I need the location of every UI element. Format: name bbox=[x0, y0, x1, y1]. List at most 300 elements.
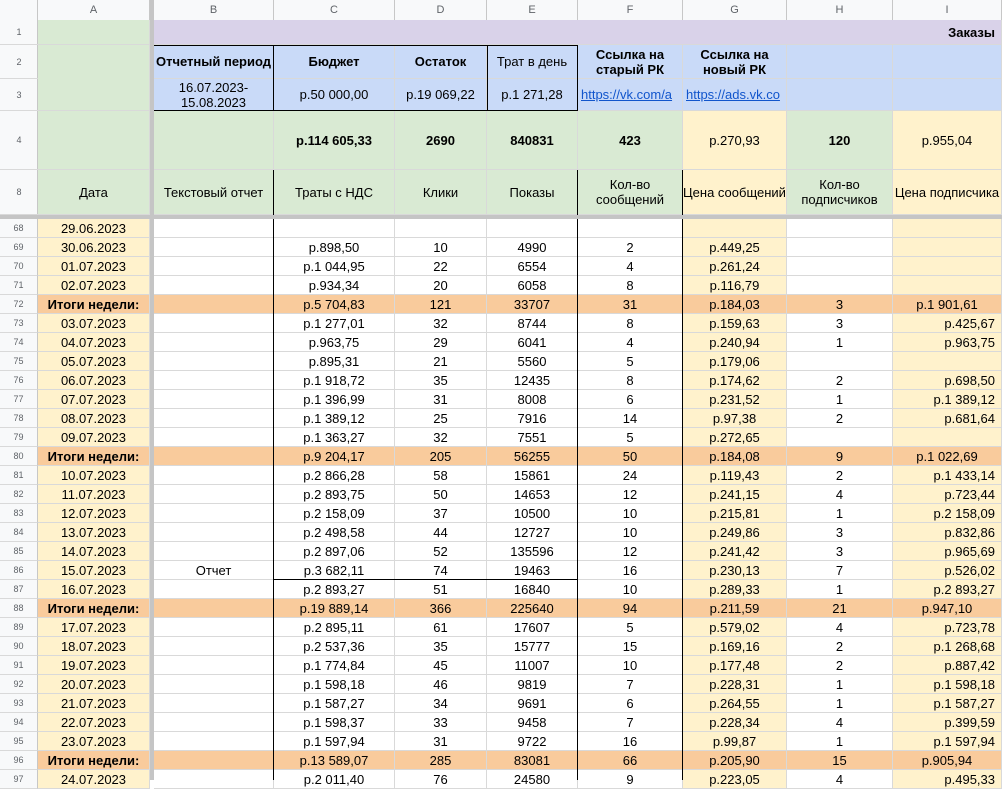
messages-cell[interactable]: 12 bbox=[578, 542, 683, 561]
clicks-cell[interactable]: 35 bbox=[395, 371, 487, 390]
msg-price-cell[interactable]: р.119,43 bbox=[683, 466, 787, 485]
date-cell[interactable]: 04.07.2023 bbox=[38, 333, 150, 352]
budget-value[interactable]: р.50 000,00 bbox=[274, 79, 395, 111]
column-header-a[interactable]: A bbox=[38, 0, 150, 20]
clicks-cell[interactable]: 46 bbox=[395, 675, 487, 694]
date-cell[interactable]: 18.07.2023 bbox=[38, 637, 150, 656]
per-day-label[interactable]: Трат в день bbox=[487, 45, 578, 79]
shows-cell[interactable]: 15861 bbox=[487, 466, 578, 485]
spend-cell[interactable]: р.1 044,95 bbox=[274, 257, 395, 276]
subs-cell[interactable]: 2 bbox=[787, 466, 893, 485]
messages-cell[interactable]: 16 bbox=[578, 732, 683, 751]
spend-cell[interactable]: р.2 893,75 bbox=[274, 485, 395, 504]
shows-cell[interactable]: 6041 bbox=[487, 333, 578, 352]
week-total-sub-price-cell[interactable]: р.905,94 bbox=[893, 751, 1002, 770]
report-cell[interactable] bbox=[154, 219, 274, 238]
messages-cell[interactable]: 4 bbox=[578, 257, 683, 276]
date-cell[interactable]: 10.07.2023 bbox=[38, 466, 150, 485]
clicks-cell[interactable]: 52 bbox=[395, 542, 487, 561]
header-shows[interactable]: Показы bbox=[487, 170, 578, 215]
report-cell[interactable] bbox=[154, 428, 274, 447]
subs-cell[interactable]: 1 bbox=[787, 675, 893, 694]
report-cell[interactable] bbox=[154, 732, 274, 751]
sub-price-cell[interactable]: р.1 389,12 bbox=[893, 390, 1002, 409]
column-header-c[interactable]: C bbox=[274, 0, 395, 20]
sub-price-cell[interactable]: р.723,44 bbox=[893, 485, 1002, 504]
messages-cell[interactable]: 24 bbox=[578, 466, 683, 485]
sub-price-cell[interactable]: р.526,02 bbox=[893, 561, 1002, 580]
column-header-e[interactable]: E bbox=[487, 0, 578, 20]
old-link-label[interactable]: Ссылка на старый РК bbox=[578, 45, 683, 79]
sub-price-cell[interactable]: р.965,69 bbox=[893, 542, 1002, 561]
row-header[interactable]: 70 bbox=[0, 257, 38, 276]
sub-price-cell[interactable] bbox=[893, 276, 1002, 295]
subs-cell[interactable]: 1 bbox=[787, 504, 893, 523]
row-header[interactable]: 71 bbox=[0, 276, 38, 295]
cell-b4[interactable] bbox=[154, 111, 274, 170]
report-cell[interactable] bbox=[154, 409, 274, 428]
msg-price-cell[interactable]: р.579,02 bbox=[683, 618, 787, 637]
week-total-spend-cell[interactable]: р.13 589,07 bbox=[274, 751, 395, 770]
date-cell[interactable]: 29.06.2023 bbox=[38, 219, 150, 238]
column-header-f[interactable]: F bbox=[578, 0, 683, 20]
clicks-cell[interactable]: 51 bbox=[395, 580, 487, 599]
week-total-clicks-cell[interactable]: 285 bbox=[395, 751, 487, 770]
sub-price-cell[interactable]: р.832,86 bbox=[893, 523, 1002, 542]
clicks-cell[interactable]: 50 bbox=[395, 485, 487, 504]
date-cell[interactable]: 07.07.2023 bbox=[38, 390, 150, 409]
msg-price-cell[interactable]: р.240,94 bbox=[683, 333, 787, 352]
date-cell[interactable]: 06.07.2023 bbox=[38, 371, 150, 390]
clicks-cell[interactable]: 76 bbox=[395, 770, 487, 789]
row-header[interactable]: 94 bbox=[0, 713, 38, 732]
week-total-sub-price-cell[interactable]: р.1 901,61 bbox=[893, 295, 1002, 314]
messages-cell[interactable]: 5 bbox=[578, 618, 683, 637]
week-total-messages-cell[interactable]: 50 bbox=[578, 447, 683, 466]
cell-i3[interactable] bbox=[893, 79, 1002, 111]
cell-h2[interactable] bbox=[787, 45, 893, 79]
total-subs[interactable]: 120 bbox=[787, 111, 893, 170]
column-header-i[interactable]: I bbox=[893, 0, 1002, 20]
msg-price-cell[interactable]: р.241,42 bbox=[683, 542, 787, 561]
messages-cell[interactable]: 4 bbox=[578, 333, 683, 352]
sub-price-cell[interactable] bbox=[893, 219, 1002, 238]
row-header[interactable]: 74 bbox=[0, 333, 38, 352]
report-cell[interactable] bbox=[154, 333, 274, 352]
old-campaign-link[interactable]: https://vk.com/a bbox=[578, 79, 683, 111]
report-cell[interactable] bbox=[154, 713, 274, 732]
messages-cell[interactable]: 8 bbox=[578, 371, 683, 390]
shows-cell[interactable]: 16840 bbox=[487, 580, 578, 599]
row-header[interactable]: 90 bbox=[0, 637, 38, 656]
clicks-cell[interactable]: 21 bbox=[395, 352, 487, 371]
report-cell[interactable] bbox=[154, 390, 274, 409]
sheet-title[interactable]: Заказы bbox=[154, 20, 1002, 45]
subs-cell[interactable]: 1 bbox=[787, 580, 893, 599]
row-header[interactable]: 68 bbox=[0, 219, 38, 238]
spend-cell[interactable]: р.1 389,12 bbox=[274, 409, 395, 428]
date-cell[interactable]: 14.07.2023 bbox=[38, 542, 150, 561]
spend-cell[interactable]: р.2 895,11 bbox=[274, 618, 395, 637]
messages-cell[interactable]: 10 bbox=[578, 523, 683, 542]
date-cell[interactable]: 19.07.2023 bbox=[38, 656, 150, 675]
messages-cell[interactable]: 8 bbox=[578, 314, 683, 333]
cell-a2[interactable] bbox=[38, 45, 150, 111]
shows-cell[interactable]: 12727 bbox=[487, 523, 578, 542]
row-header[interactable]: 88 bbox=[0, 599, 38, 618]
clicks-cell[interactable]: 37 bbox=[395, 504, 487, 523]
msg-price-cell[interactable]: р.261,24 bbox=[683, 257, 787, 276]
shows-cell[interactable]: 24580 bbox=[487, 770, 578, 789]
msg-price-cell[interactable]: р.215,81 bbox=[683, 504, 787, 523]
period-label[interactable]: Отчетный период bbox=[154, 45, 274, 79]
week-total-date-cell[interactable]: Итоги недели: bbox=[38, 447, 150, 466]
column-header-h[interactable]: H bbox=[787, 0, 893, 20]
row-header[interactable]: 85 bbox=[0, 542, 38, 561]
clicks-cell[interactable]: 74 bbox=[395, 561, 487, 580]
date-cell[interactable]: 15.07.2023 bbox=[38, 561, 150, 580]
shows-cell[interactable]: 9722 bbox=[487, 732, 578, 751]
shows-cell[interactable]: 10500 bbox=[487, 504, 578, 523]
row-header[interactable]: 80 bbox=[0, 447, 38, 466]
week-total-msg-price-cell[interactable]: р.211,59 bbox=[683, 599, 787, 618]
report-cell[interactable] bbox=[154, 694, 274, 713]
shows-cell[interactable]: 5560 bbox=[487, 352, 578, 371]
report-cell[interactable] bbox=[154, 656, 274, 675]
spend-cell[interactable]: р.1 918,72 bbox=[274, 371, 395, 390]
row-header[interactable]: 87 bbox=[0, 580, 38, 599]
total-msg-price[interactable]: р.270,93 bbox=[683, 111, 787, 170]
row-header[interactable]: 2 bbox=[0, 45, 38, 79]
spend-cell[interactable]: р.934,34 bbox=[274, 276, 395, 295]
messages-cell[interactable]: 15 bbox=[578, 637, 683, 656]
row-header[interactable]: 76 bbox=[0, 371, 38, 390]
week-total-spend-cell[interactable]: р.19 889,14 bbox=[274, 599, 395, 618]
msg-price-cell[interactable]: р.223,05 bbox=[683, 770, 787, 789]
week-total-subs-cell[interactable]: 15 bbox=[787, 751, 893, 770]
clicks-cell[interactable]: 61 bbox=[395, 618, 487, 637]
messages-cell[interactable]: 5 bbox=[578, 352, 683, 371]
week-total-report-cell[interactable] bbox=[154, 751, 274, 770]
week-total-messages-cell[interactable]: 31 bbox=[578, 295, 683, 314]
spend-cell[interactable]: р.2 897,06 bbox=[274, 542, 395, 561]
row-header[interactable]: 3 bbox=[0, 79, 38, 111]
subs-cell[interactable]: 7 bbox=[787, 561, 893, 580]
row-header[interactable]: 86 bbox=[0, 561, 38, 580]
header-text-report[interactable]: Текстовый отчет bbox=[154, 170, 274, 215]
messages-cell[interactable]: 16 bbox=[578, 561, 683, 580]
sub-price-cell[interactable] bbox=[893, 238, 1002, 257]
msg-price-cell[interactable] bbox=[683, 219, 787, 238]
sub-price-cell[interactable]: р.495,33 bbox=[893, 770, 1002, 789]
subs-cell[interactable] bbox=[787, 257, 893, 276]
spend-cell[interactable]: р.2 866,28 bbox=[274, 466, 395, 485]
shows-cell[interactable]: 8744 bbox=[487, 314, 578, 333]
row-header[interactable]: 78 bbox=[0, 409, 38, 428]
spend-cell[interactable]: р.1 587,27 bbox=[274, 694, 395, 713]
messages-cell[interactable]: 7 bbox=[578, 713, 683, 732]
shows-cell[interactable]: 9458 bbox=[487, 713, 578, 732]
report-cell[interactable] bbox=[154, 523, 274, 542]
header-messages[interactable]: Кол-во сообщений bbox=[578, 170, 683, 215]
shows-cell[interactable]: 8008 bbox=[487, 390, 578, 409]
row-header[interactable]: 95 bbox=[0, 732, 38, 751]
week-total-clicks-cell[interactable]: 205 bbox=[395, 447, 487, 466]
msg-price-cell[interactable]: р.264,55 bbox=[683, 694, 787, 713]
date-cell[interactable]: 20.07.2023 bbox=[38, 675, 150, 694]
sub-price-cell[interactable] bbox=[893, 352, 1002, 371]
messages-cell[interactable]: 9 bbox=[578, 770, 683, 789]
spend-cell[interactable]: р.2 011,40 bbox=[274, 770, 395, 789]
row-header[interactable]: 77 bbox=[0, 390, 38, 409]
spend-cell[interactable] bbox=[274, 219, 395, 238]
sub-price-cell[interactable]: р.887,42 bbox=[893, 656, 1002, 675]
week-total-report-cell[interactable] bbox=[154, 447, 274, 466]
subs-cell[interactable] bbox=[787, 238, 893, 257]
row-header[interactable]: 81 bbox=[0, 466, 38, 485]
msg-price-cell[interactable]: р.99,87 bbox=[683, 732, 787, 751]
shows-cell[interactable]: 4990 bbox=[487, 238, 578, 257]
week-total-subs-cell[interactable]: 9 bbox=[787, 447, 893, 466]
subs-cell[interactable]: 4 bbox=[787, 770, 893, 789]
sub-price-cell[interactable]: р.1 598,18 bbox=[893, 675, 1002, 694]
msg-price-cell[interactable]: р.272,65 bbox=[683, 428, 787, 447]
column-header-g[interactable]: G bbox=[683, 0, 787, 20]
shows-cell[interactable]: 19463 bbox=[487, 561, 578, 580]
messages-cell[interactable]: 6 bbox=[578, 390, 683, 409]
shows-cell[interactable]: 6554 bbox=[487, 257, 578, 276]
week-total-messages-cell[interactable]: 66 bbox=[578, 751, 683, 770]
sub-price-cell[interactable]: р.1 268,68 bbox=[893, 637, 1002, 656]
subs-cell[interactable] bbox=[787, 352, 893, 371]
subs-cell[interactable]: 1 bbox=[787, 694, 893, 713]
sub-price-cell[interactable]: р.1 597,94 bbox=[893, 732, 1002, 751]
total-spend[interactable]: р.114 605,33 bbox=[274, 111, 395, 170]
spend-cell[interactable]: р.2 158,09 bbox=[274, 504, 395, 523]
week-total-msg-price-cell[interactable]: р.184,08 bbox=[683, 447, 787, 466]
subs-cell[interactable]: 4 bbox=[787, 713, 893, 732]
header-sub-price[interactable]: Цена подписчика bbox=[893, 170, 1002, 215]
messages-cell[interactable]: 2 bbox=[578, 238, 683, 257]
sub-price-cell[interactable]: р.2 158,09 bbox=[893, 504, 1002, 523]
date-cell[interactable]: 02.07.2023 bbox=[38, 276, 150, 295]
msg-price-cell[interactable]: р.228,31 bbox=[683, 675, 787, 694]
sub-price-cell[interactable]: р.399,59 bbox=[893, 713, 1002, 732]
shows-cell[interactable]: 7551 bbox=[487, 428, 578, 447]
clicks-cell[interactable]: 29 bbox=[395, 333, 487, 352]
spend-cell[interactable]: р.1 598,37 bbox=[274, 713, 395, 732]
total-messages[interactable]: 423 bbox=[578, 111, 683, 170]
shows-cell[interactable] bbox=[487, 219, 578, 238]
shows-cell[interactable]: 15777 bbox=[487, 637, 578, 656]
sub-price-cell[interactable] bbox=[893, 257, 1002, 276]
row-header[interactable]: 69 bbox=[0, 238, 38, 257]
week-total-shows-cell[interactable]: 33707 bbox=[487, 295, 578, 314]
shows-cell[interactable]: 6058 bbox=[487, 276, 578, 295]
report-cell[interactable] bbox=[154, 675, 274, 694]
week-total-messages-cell[interactable]: 94 bbox=[578, 599, 683, 618]
msg-price-cell[interactable]: р.231,52 bbox=[683, 390, 787, 409]
period-value[interactable]: 16.07.2023-15.08.2023 bbox=[154, 79, 274, 111]
date-cell[interactable]: 22.07.2023 bbox=[38, 713, 150, 732]
messages-cell[interactable]: 8 bbox=[578, 276, 683, 295]
messages-cell[interactable]: 7 bbox=[578, 675, 683, 694]
spend-cell[interactable]: р.3 682,11 bbox=[274, 561, 395, 580]
msg-price-cell[interactable]: р.179,06 bbox=[683, 352, 787, 371]
sub-price-cell[interactable]: р.2 893,27 bbox=[893, 580, 1002, 599]
spend-cell[interactable]: р.898,50 bbox=[274, 238, 395, 257]
msg-price-cell[interactable]: р.169,16 bbox=[683, 637, 787, 656]
clicks-cell[interactable]: 22 bbox=[395, 257, 487, 276]
msg-price-cell[interactable]: р.241,15 bbox=[683, 485, 787, 504]
week-total-shows-cell[interactable]: 56255 bbox=[487, 447, 578, 466]
week-total-subs-cell[interactable]: 3 bbox=[787, 295, 893, 314]
select-all-corner[interactable] bbox=[0, 0, 38, 20]
row-header[interactable]: 1 bbox=[0, 20, 38, 45]
subs-cell[interactable]: 3 bbox=[787, 523, 893, 542]
week-total-sub-price-cell[interactable]: р.1 022,69 bbox=[893, 447, 1002, 466]
report-cell[interactable] bbox=[154, 637, 274, 656]
report-cell[interactable] bbox=[154, 580, 274, 599]
week-total-subs-cell[interactable]: 21 bbox=[787, 599, 893, 618]
msg-price-cell[interactable]: р.97,38 bbox=[683, 409, 787, 428]
report-cell[interactable] bbox=[154, 352, 274, 371]
shows-cell[interactable]: 7916 bbox=[487, 409, 578, 428]
messages-cell[interactable]: 12 bbox=[578, 485, 683, 504]
spend-cell[interactable]: р.2 893,27 bbox=[274, 580, 395, 599]
msg-price-cell[interactable]: р.228,34 bbox=[683, 713, 787, 732]
spend-cell[interactable]: р.963,75 bbox=[274, 333, 395, 352]
spend-cell[interactable]: р.1 363,27 bbox=[274, 428, 395, 447]
row-header[interactable]: 82 bbox=[0, 485, 38, 504]
shows-cell[interactable]: 11007 bbox=[487, 656, 578, 675]
week-total-msg-price-cell[interactable]: р.184,03 bbox=[683, 295, 787, 314]
clicks-cell[interactable]: 31 bbox=[395, 390, 487, 409]
clicks-cell[interactable] bbox=[395, 219, 487, 238]
sub-price-cell[interactable]: р.963,75 bbox=[893, 333, 1002, 352]
row-header[interactable]: 93 bbox=[0, 694, 38, 713]
week-total-sub-price-cell[interactable]: р.947,10 bbox=[893, 599, 1002, 618]
messages-cell[interactable]: 10 bbox=[578, 580, 683, 599]
clicks-cell[interactable]: 45 bbox=[395, 656, 487, 675]
clicks-cell[interactable]: 32 bbox=[395, 428, 487, 447]
shows-cell[interactable]: 17607 bbox=[487, 618, 578, 637]
frozen-row-divider[interactable] bbox=[0, 215, 1002, 219]
week-total-shows-cell[interactable]: 225640 bbox=[487, 599, 578, 618]
date-cell[interactable]: 24.07.2023 bbox=[38, 770, 150, 789]
spend-cell[interactable]: р.895,31 bbox=[274, 352, 395, 371]
subs-cell[interactable] bbox=[787, 219, 893, 238]
week-total-spend-cell[interactable]: р.9 204,17 bbox=[274, 447, 395, 466]
row-header[interactable]: 79 bbox=[0, 428, 38, 447]
sub-price-cell[interactable]: р.681,64 bbox=[893, 409, 1002, 428]
report-cell[interactable] bbox=[154, 238, 274, 257]
date-cell[interactable]: 17.07.2023 bbox=[38, 618, 150, 637]
report-cell[interactable] bbox=[154, 485, 274, 504]
cell-i2[interactable] bbox=[893, 45, 1002, 79]
row-header[interactable]: 75 bbox=[0, 352, 38, 371]
week-total-shows-cell[interactable]: 83081 bbox=[487, 751, 578, 770]
header-subs[interactable]: Кол-во подписчиков bbox=[787, 170, 893, 215]
subs-cell[interactable] bbox=[787, 276, 893, 295]
shows-cell[interactable]: 9819 bbox=[487, 675, 578, 694]
row-header[interactable]: 4 bbox=[0, 111, 38, 170]
new-link-label[interactable]: Ссылка на новый РК bbox=[683, 45, 787, 79]
cell-a4[interactable] bbox=[38, 111, 150, 170]
subs-cell[interactable] bbox=[787, 428, 893, 447]
sub-price-cell[interactable]: р.723,78 bbox=[893, 618, 1002, 637]
subs-cell[interactable]: 1 bbox=[787, 732, 893, 751]
row-header[interactable]: 97 bbox=[0, 770, 38, 789]
clicks-cell[interactable]: 33 bbox=[395, 713, 487, 732]
week-total-date-cell[interactable]: Итоги недели: bbox=[38, 751, 150, 770]
sub-price-cell[interactable]: р.1 587,27 bbox=[893, 694, 1002, 713]
messages-cell[interactable]: 10 bbox=[578, 656, 683, 675]
messages-cell[interactable]: 5 bbox=[578, 428, 683, 447]
total-sub-price[interactable]: р.955,04 bbox=[893, 111, 1002, 170]
clicks-cell[interactable]: 32 bbox=[395, 314, 487, 333]
report-cell[interactable] bbox=[154, 618, 274, 637]
week-total-clicks-cell[interactable]: 121 bbox=[395, 295, 487, 314]
report-cell[interactable] bbox=[154, 314, 274, 333]
row-header[interactable]: 72 bbox=[0, 295, 38, 314]
row-header[interactable]: 84 bbox=[0, 523, 38, 542]
date-cell[interactable]: 08.07.2023 bbox=[38, 409, 150, 428]
report-cell[interactable] bbox=[154, 371, 274, 390]
header-date[interactable]: Дата bbox=[38, 170, 150, 215]
date-cell[interactable]: 11.07.2023 bbox=[38, 485, 150, 504]
frozen-column-divider[interactable] bbox=[150, 0, 154, 780]
remainder-label[interactable]: Остаток bbox=[395, 45, 487, 79]
date-cell[interactable]: 16.07.2023 bbox=[38, 580, 150, 599]
date-cell[interactable]: 23.07.2023 bbox=[38, 732, 150, 751]
week-total-clicks-cell[interactable]: 366 bbox=[395, 599, 487, 618]
spend-cell[interactable]: р.2 498,58 bbox=[274, 523, 395, 542]
messages-cell[interactable]: 10 bbox=[578, 504, 683, 523]
header-spend[interactable]: Траты с НДС bbox=[274, 170, 395, 215]
date-cell[interactable]: 09.07.2023 bbox=[38, 428, 150, 447]
date-cell[interactable]: 13.07.2023 bbox=[38, 523, 150, 542]
row-header[interactable]: 89 bbox=[0, 618, 38, 637]
spend-cell[interactable]: р.1 277,01 bbox=[274, 314, 395, 333]
clicks-cell[interactable]: 10 bbox=[395, 238, 487, 257]
clicks-cell[interactable]: 25 bbox=[395, 409, 487, 428]
cell-a1[interactable] bbox=[38, 20, 150, 45]
spend-cell[interactable]: р.1 598,18 bbox=[274, 675, 395, 694]
week-total-date-cell[interactable]: Итоги недели: bbox=[38, 295, 150, 314]
shows-cell[interactable]: 12435 bbox=[487, 371, 578, 390]
messages-cell[interactable]: 6 bbox=[578, 694, 683, 713]
report-cell[interactable] bbox=[154, 466, 274, 485]
date-cell[interactable]: 12.07.2023 bbox=[38, 504, 150, 523]
subs-cell[interactable]: 3 bbox=[787, 542, 893, 561]
subs-cell[interactable]: 3 bbox=[787, 314, 893, 333]
msg-price-cell[interactable]: р.116,79 bbox=[683, 276, 787, 295]
row-header[interactable]: 91 bbox=[0, 656, 38, 675]
new-campaign-link[interactable]: https://ads.vk.co bbox=[683, 79, 787, 111]
header-clicks[interactable]: Клики bbox=[395, 170, 487, 215]
row-header[interactable]: 96 bbox=[0, 751, 38, 770]
subs-cell[interactable]: 4 bbox=[787, 485, 893, 504]
date-cell[interactable]: 05.07.2023 bbox=[38, 352, 150, 371]
clicks-cell[interactable]: 34 bbox=[395, 694, 487, 713]
date-cell[interactable]: 01.07.2023 bbox=[38, 257, 150, 276]
report-cell[interactable]: Отчет bbox=[154, 561, 274, 580]
remainder-value[interactable]: р.19 069,22 bbox=[395, 79, 487, 111]
msg-price-cell[interactable]: р.449,25 bbox=[683, 238, 787, 257]
msg-price-cell[interactable]: р.230,13 bbox=[683, 561, 787, 580]
sub-price-cell[interactable]: р.698,50 bbox=[893, 371, 1002, 390]
